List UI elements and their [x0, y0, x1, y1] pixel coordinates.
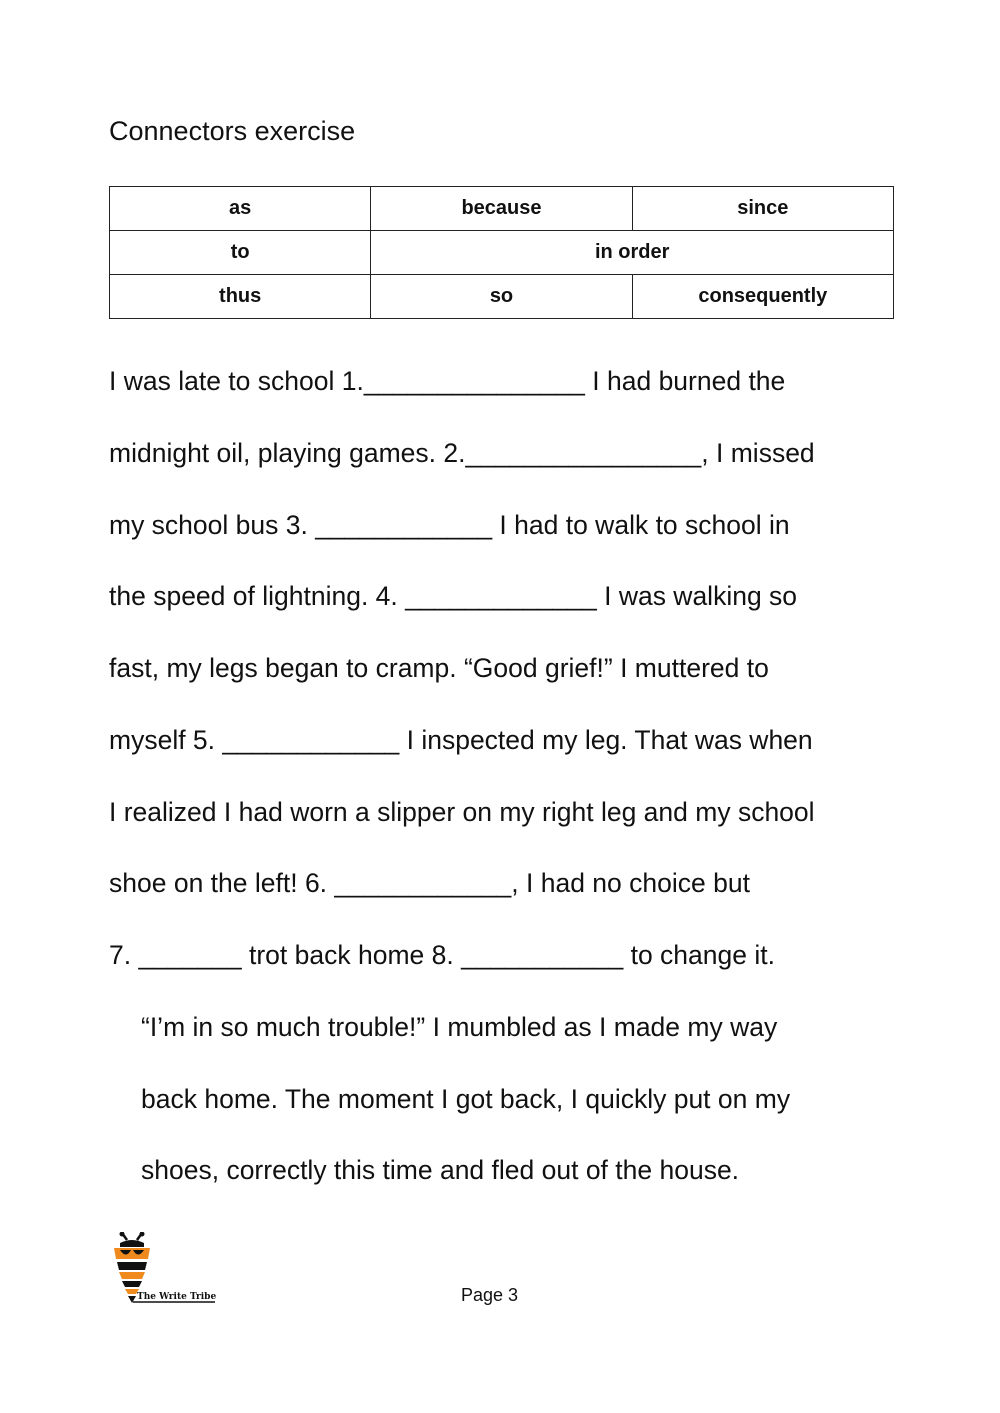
svg-text:The Write Tribe: The Write Tribe	[137, 1292, 217, 1302]
story-line: the speed of lightning. 4. _____________ I was walking so	[109, 581, 798, 612]
table-cell: consequently	[632, 275, 893, 319]
page-title: Connectors exercise	[109, 116, 356, 146]
story-line: I was late to school 1._______________ I had burned the	[109, 366, 786, 396]
table-row	[110, 275, 894, 319]
story-line: “I’m in so much trouble!” I mumbled as I made my way	[141, 1011, 778, 1042]
story-line: shoe on the left! 6. ____________, I had no choice but	[109, 868, 750, 899]
story-line: fast, my legs began to cramp. “Good grief!” I muttered to	[109, 653, 769, 683]
table-cell: thus	[110, 275, 371, 319]
story-text	[109, 346, 929, 1207]
connector-table	[109, 186, 894, 319]
table-cell: to	[110, 231, 371, 275]
story-line: shoes, correctly this time and fled out of the house.	[141, 1155, 740, 1186]
story-line: 7. _______ trot back home 8. ___________ to change it.	[109, 940, 775, 970]
table-row	[110, 187, 894, 231]
table-cell: so	[371, 275, 632, 319]
story-line: my school bus 3. ____________ I had to walk to school in	[109, 509, 790, 540]
table-cell: because	[371, 187, 632, 231]
bee-logo-icon	[111, 1232, 217, 1308]
table-row	[110, 231, 894, 275]
table-cell: in order	[371, 231, 894, 275]
table-cell: as	[110, 187, 371, 231]
story-line: midnight oil, playing games. 2.________________, I missed	[109, 437, 815, 468]
story-line: back home. The moment I got back, I quickly put on my	[141, 1083, 791, 1114]
page-number: Page 3	[461, 1285, 519, 1305]
story-line: myself 5. ____________ I inspected my leg. That was when	[109, 724, 813, 755]
write-tribe-logo	[111, 1232, 217, 1308]
table-cell: since	[632, 187, 893, 231]
story-line: I realized I had worn a slipper on my right leg and my school	[109, 796, 815, 827]
